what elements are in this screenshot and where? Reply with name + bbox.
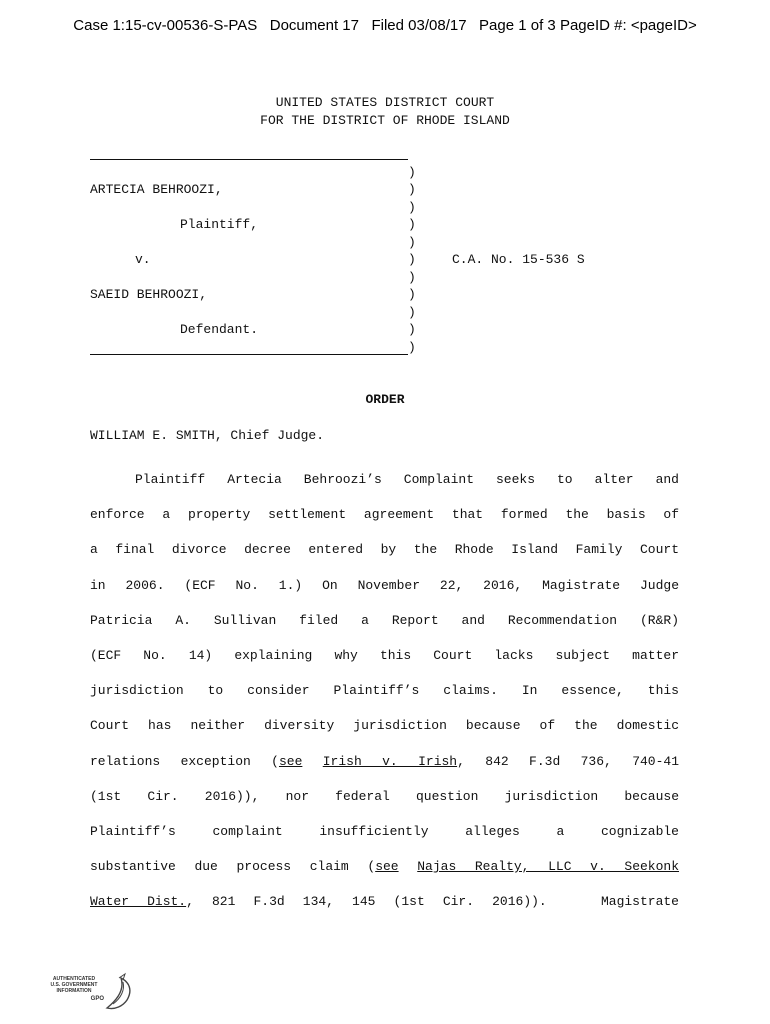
order-title: ORDER xyxy=(365,392,405,407)
seal-line: INFORMATION xyxy=(56,988,92,994)
body-line: in 2006. (ECF No. 1.) On November 22, 2016, Magistrate Judge xyxy=(90,577,679,593)
body-line: Court has neither diversity jurisdiction because of the domestic xyxy=(90,718,679,734)
caption-paren: ) xyxy=(408,340,416,355)
body-text xyxy=(399,859,418,874)
seal-line: GPO xyxy=(90,996,104,1002)
body-text: , 842 F.3d 736, 740-41 xyxy=(457,753,680,769)
plaintiff-name: ARTECIA BEHROOZI, xyxy=(90,182,223,197)
gpo-authentication-seal xyxy=(44,970,134,1015)
caption-paren: ) xyxy=(408,199,416,215)
body-line: enforce a property settlement agreement that formed the basis of xyxy=(90,507,679,523)
court-name: UNITED STATES DISTRICT COURT xyxy=(275,95,495,110)
body-text: , 821 F.3d 134, 145 (1st Cir. 2016)). Magistrate xyxy=(186,894,679,910)
case-citation: Water Dist. xyxy=(90,894,187,910)
body-line: (1st Cir. 2016)), nor federal question jurisdiction because xyxy=(90,788,679,804)
body-text xyxy=(302,754,322,769)
body-line: jurisdiction to consider Plaintiff’s claims. In essence, this xyxy=(90,683,679,699)
body-text: relations exception ( xyxy=(90,753,279,769)
citation-signal: see xyxy=(375,859,399,875)
caption-paren: ) xyxy=(408,322,416,337)
body-text: substantive due process claim ( xyxy=(90,859,376,875)
body-line xyxy=(90,884,679,919)
caption-paren: ) xyxy=(408,165,416,180)
court-district: FOR THE DISTRICT OF RHODE ISLAND xyxy=(260,112,510,128)
court-heading xyxy=(0,94,770,129)
caption-bottom-rule xyxy=(90,354,408,355)
caption-top-rule xyxy=(90,159,408,160)
body-line xyxy=(90,744,679,779)
seal-line: AUTHENTICATED xyxy=(52,976,96,982)
versus: v. xyxy=(135,252,151,267)
body-line: Patricia A. Sullivan filed a Report and Recommendation (R&R) xyxy=(90,612,679,628)
body-line: Plaintiff’s complaint insufficiently alleges a cognizable xyxy=(90,823,679,839)
gpo-seal-text xyxy=(44,976,104,1002)
caption-paren: ) xyxy=(408,217,416,232)
citation-signal: see xyxy=(278,753,303,769)
defendant-name: SAEID BEHROOZI, xyxy=(90,287,208,302)
body-line xyxy=(90,849,679,884)
filing-header-stamp: Case 1:15-cv-00536-S-PAS Document 17 Filed 03/08/17 Page 1 of 3 PageID #: <pageID> xyxy=(73,17,697,34)
case-citation: Najas Realty, LLC v. Seekonk xyxy=(417,859,680,875)
body-line: a final divorce decree entered by the Rhode Island Family Court xyxy=(90,542,679,558)
caption-paren: ) xyxy=(408,182,416,197)
eagle-icon xyxy=(99,970,139,1015)
judge-signature-line: WILLIAM E. SMITH, Chief Judge. xyxy=(90,428,325,443)
defendant-role: Defendant. xyxy=(180,322,259,337)
caption-paren: ) xyxy=(408,287,416,302)
plaintiff-role: Plaintiff, xyxy=(180,217,259,232)
caption-paren: ) xyxy=(408,269,416,285)
caption-paren: ) xyxy=(408,304,416,320)
seal-line: U.S. GOVERNMENT xyxy=(50,982,98,988)
caption-paren: ) xyxy=(408,252,416,267)
body-line: Plaintiff Artecia Behroozi’s Complaint seeks to alter and xyxy=(135,472,679,487)
caption-paren: ) xyxy=(408,234,416,250)
order-body xyxy=(90,462,679,919)
case-citation: Irish v. Irish xyxy=(322,753,458,769)
body-line: (ECF No. 14) explaining why this Court lacks subject matter xyxy=(90,647,679,663)
case-number: C.A. No. 15-536 S xyxy=(452,252,585,267)
